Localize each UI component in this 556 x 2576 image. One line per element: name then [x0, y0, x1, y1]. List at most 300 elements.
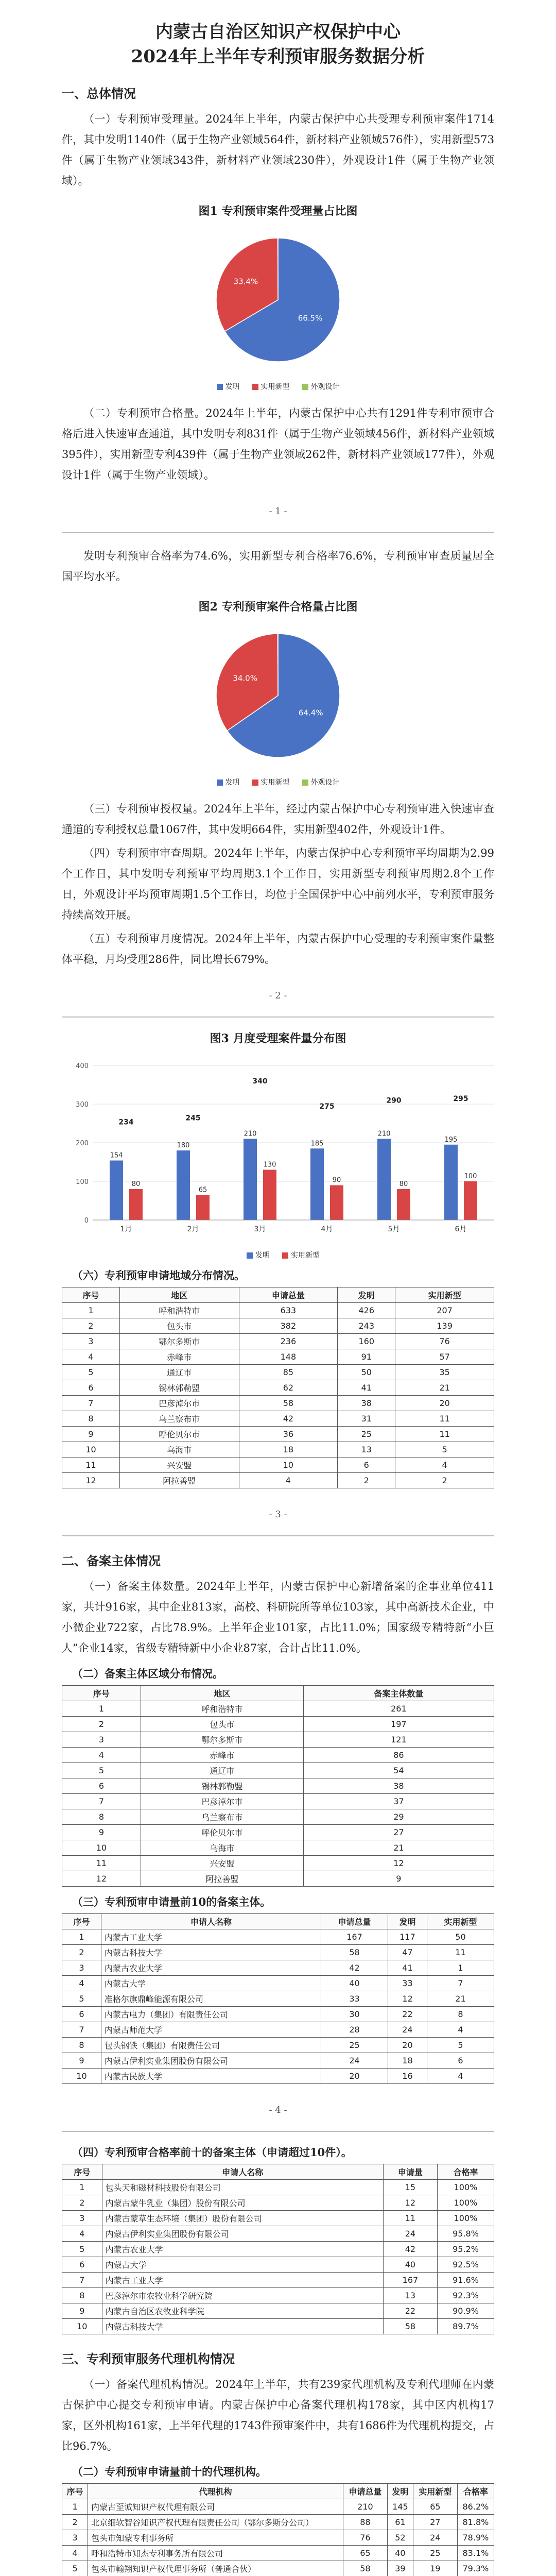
table-cell: 呼伦贝尔市	[120, 1427, 239, 1442]
table-cell: 4	[62, 2546, 88, 2561]
table-cell: 4	[62, 1976, 101, 1991]
bar-chart-svg	[62, 1050, 505, 1246]
bar-0-0	[110, 1161, 123, 1221]
pie2-slice-label-0: 64.4%	[298, 708, 323, 718]
table-cell: 5	[62, 1763, 141, 1778]
section1-p5: （四）专利预审审查周期。2024年上半年，内蒙古保护中心专利预审平均周期为2.99个工作日，其中发明专利预审平均周期3.1个工作日，实用新型专利预审周期2.8个工作日，外观设计平均预审周期1.5个工作日，均位于全国保护中心中前列水平，专利预审服务持续高效开展。	[62, 847, 494, 921]
table-cell: 5	[62, 2242, 102, 2257]
table-header-cell: 实用新型	[395, 1287, 494, 1303]
table-cell: 6	[62, 2007, 101, 2022]
pie2-legend-swatch-2	[302, 779, 308, 786]
table-cell: 27	[303, 1825, 494, 1840]
table-cell: 内蒙古工业大学	[102, 2273, 383, 2288]
page-divider	[62, 1535, 494, 1536]
page-number-4: - 4 -	[269, 2105, 287, 2115]
table-cell: 内蒙古科技大学	[102, 2319, 383, 2334]
table-cell: 6	[338, 1458, 395, 1473]
table-header-cell: 合格率	[457, 2484, 494, 2499]
bar-y-tick: 200	[76, 1140, 89, 1147]
table-cell: 40	[387, 2546, 413, 2561]
table-row	[62, 1809, 494, 1825]
table-cell: 内蒙古民族大学	[101, 2069, 321, 2084]
table-cell: 乌兰察布市	[141, 1809, 303, 1825]
table4-title: （四）专利预审合格率前十的备案主体（申请超过10件）。	[72, 2146, 352, 2159]
table-cell: 1	[62, 1303, 120, 1318]
table2-title: （二）备案主体区域分布情况。	[72, 1667, 223, 1680]
table-header-cell: 申请量	[383, 2164, 437, 2180]
table-cell: 8	[62, 1809, 141, 1825]
table-cell: 7	[62, 2273, 102, 2288]
table-cell: 鄂尔多斯市	[120, 1334, 239, 1349]
table-cell: 内蒙古农业大学	[102, 2242, 383, 2257]
table-cell: 33	[388, 1976, 427, 1991]
table-cell: 5	[427, 2038, 494, 2053]
bar-x-tick: 1月	[120, 1225, 132, 1233]
table-cell: 95.2%	[437, 2242, 494, 2257]
table-header-row	[62, 2164, 494, 2180]
bar-label-1-3: 90	[332, 1176, 341, 1184]
table-cell: 37	[303, 1794, 494, 1809]
table-cell: 13	[338, 1442, 395, 1458]
table-cell: 乌兰察布市	[120, 1411, 239, 1427]
table-cell: 9	[62, 1825, 141, 1840]
table-cell: 52	[387, 2530, 413, 2546]
bar-chart	[62, 1050, 505, 1260]
table-cell: 54	[303, 1763, 494, 1778]
pie-chart-1	[134, 223, 422, 392]
table-cell: 92.3%	[437, 2288, 494, 2303]
table-cell: 锡林郭勒盟	[120, 1380, 239, 1396]
table-header-cell: 发明	[338, 1287, 395, 1303]
table1-title: （六）专利预审申请地域分布情况。	[72, 1269, 245, 1282]
table-cell: 1	[62, 2499, 88, 2515]
table-cell: 39	[387, 2561, 413, 2576]
table-row	[62, 2561, 494, 2576]
table-row	[62, 2069, 494, 2084]
table-row	[62, 2273, 494, 2288]
pie-chart-1-svg	[134, 223, 422, 377]
table-cell: 81.8%	[457, 2515, 494, 2530]
table-cell: 24	[413, 2530, 458, 2546]
table-cell: 11	[395, 1411, 494, 1427]
section3-heading: 三、专利预审服务代理机构情况	[62, 2351, 235, 2366]
table-cell: 50	[427, 1929, 494, 1945]
table-cell: 内蒙古伊利实业集团股份有限公司	[102, 2226, 383, 2242]
table-cell: 11	[427, 1945, 494, 1960]
table-cell: 准格尔旗鼎峰能源有限公司	[101, 1991, 321, 2007]
table-cell: 包头市	[120, 1318, 239, 1334]
table-cell: 2	[62, 1717, 141, 1732]
table-cell: 包头天和磁材科技股份有限公司	[102, 2180, 383, 2195]
bar-x-tick: 4月	[321, 1225, 333, 1233]
bar-label-1-2: 130	[263, 1161, 276, 1169]
table-row	[62, 2288, 494, 2303]
table-cell: 58	[383, 2319, 437, 2334]
table-cell: 22	[388, 2007, 427, 2022]
table-cell: 2	[338, 1473, 395, 1488]
pie2-slice-2	[277, 634, 278, 696]
table-cell: 76	[395, 1334, 494, 1349]
table-cell: 11	[383, 2211, 437, 2226]
table-cell: 15	[383, 2180, 437, 2195]
bar-y-tick: 100	[76, 1178, 89, 1186]
table-cell: 25	[321, 2038, 388, 2053]
table-cell: 61	[387, 2515, 413, 2530]
table-cell: 12	[62, 1871, 141, 1887]
table-cell: 58	[239, 1396, 338, 1411]
table-cell: 21	[427, 1991, 494, 2007]
table-cell: 3	[62, 2530, 88, 2546]
table-cell: 内蒙古至诚知识产权代理有限公司	[88, 2499, 343, 2515]
table-cell: 139	[395, 1318, 494, 1334]
pie1-slice-label-1: 33.4%	[233, 277, 258, 286]
table-cell: 100%	[437, 2180, 494, 2195]
table-row	[62, 1349, 494, 1365]
bar-0-5	[444, 1145, 458, 1220]
table-cell: 24	[383, 2226, 437, 2242]
table-cell: 25	[338, 1427, 395, 1442]
table-cell: 42	[239, 1411, 338, 1427]
table-cell: 内蒙古科技大学	[101, 1945, 321, 1960]
table-row	[62, 1840, 494, 1856]
filing-entity-region-table	[62, 1685, 494, 1887]
table-row	[62, 1763, 494, 1778]
table-cell: 4	[427, 2069, 494, 2084]
table-cell: 呼和浩特市	[141, 1701, 303, 1717]
section1-p3: 发明专利预审合格率为74.6%，实用新型专利合格率76.6%，专利预审审查质量居全国平均水平。	[62, 550, 494, 583]
table-header-cell: 序号	[62, 1914, 101, 1929]
table-row	[62, 1365, 494, 1380]
table-row	[62, 1380, 494, 1396]
table-header-cell: 序号	[62, 1686, 141, 1701]
table-cell: 85	[239, 1365, 338, 1380]
table-cell: 633	[239, 1303, 338, 1318]
table-row	[62, 2546, 494, 2561]
table-header-row	[62, 1914, 494, 1929]
table-cell: 阿拉善盟	[141, 1871, 303, 1887]
table-row	[62, 1701, 494, 1717]
table-cell: 207	[395, 1303, 494, 1318]
table-cell: 赤峰市	[120, 1349, 239, 1365]
bar-total-1: 245	[185, 1114, 201, 1123]
table-row	[62, 1334, 494, 1349]
table-cell: 12	[388, 1991, 427, 2007]
table-cell: 91.6%	[437, 2273, 494, 2288]
table-row	[62, 1825, 494, 1840]
table-row	[62, 2319, 494, 2334]
table-cell: 121	[303, 1732, 494, 1748]
table-cell: 7	[62, 2022, 101, 2038]
table-cell: 内蒙古工业大学	[101, 1929, 321, 1945]
table-row	[62, 2257, 494, 2273]
table-cell: 28	[321, 2022, 388, 2038]
table-cell: 内蒙古自治区农牧业科学院	[102, 2303, 383, 2319]
table-row	[62, 1778, 494, 1794]
table-cell: 36	[239, 1427, 338, 1442]
bar-1-0	[129, 1189, 143, 1220]
page-divider	[62, 1016, 494, 1018]
table-row	[62, 2499, 494, 2515]
bar-y-tick: 300	[76, 1101, 89, 1109]
table-cell: 4	[62, 2226, 102, 2242]
pie2-legend-swatch-0	[217, 779, 223, 786]
table-row	[62, 1748, 494, 1763]
table-cell: 呼伦贝尔市	[141, 1825, 303, 1840]
table-row	[62, 1991, 494, 2007]
table-cell: 1	[62, 1929, 101, 1945]
table-cell: 62	[239, 1380, 338, 1396]
table-header-cell: 备案主体数量	[303, 1686, 494, 1701]
table-cell: 20	[388, 2038, 427, 2053]
bar-total-3: 275	[319, 1102, 335, 1111]
table-cell: 2	[62, 1318, 120, 1334]
table-cell: 86.2%	[457, 2499, 494, 2515]
table-cell: 236	[239, 1334, 338, 1349]
bar-legend-item-0: 发明	[247, 1250, 270, 1260]
table-cell: 乌海市	[120, 1442, 239, 1458]
table-cell: 巴彦淖尔市	[141, 1794, 303, 1809]
table-cell: 22	[383, 2303, 437, 2319]
table-header-row	[62, 1287, 494, 1303]
table-cell: 兴安盟	[141, 1856, 303, 1871]
table-cell: 5	[62, 2561, 88, 2576]
table-cell: 90.9%	[437, 2303, 494, 2319]
table-cell: 100%	[437, 2195, 494, 2211]
table-cell: 10	[62, 1840, 141, 1856]
title-line-2: 2024年上半年专利预审服务数据分析	[131, 46, 425, 67]
table-cell: 9	[62, 2303, 102, 2319]
table-cell: 通辽市	[141, 1763, 303, 1778]
table-cell: 13	[383, 2288, 437, 2303]
document-sheet	[21, 20, 535, 2576]
table-cell: 382	[239, 1318, 338, 1334]
table-cell: 阿拉善盟	[120, 1473, 239, 1488]
table-cell: 包头市翰翔知识产权代理事务所（普通合伙）	[88, 2561, 343, 2576]
table-cell: 9	[62, 1427, 120, 1442]
table-cell: 1	[62, 1701, 141, 1717]
bar-0-1	[177, 1150, 190, 1220]
table-cell: 通辽市	[120, 1365, 239, 1380]
table-cell: 9	[303, 1871, 494, 1887]
table-cell: 31	[338, 1411, 395, 1427]
table-header-cell: 实用新型	[413, 2484, 458, 2499]
table-cell: 5	[62, 1365, 120, 1380]
table-cell: 2	[62, 1945, 101, 1960]
table-cell: 20	[395, 1396, 494, 1411]
table-cell: 426	[338, 1303, 395, 1318]
table-header-cell: 代理机构	[88, 2484, 343, 2499]
table-cell: 4	[239, 1473, 338, 1488]
table-cell: 29	[303, 1809, 494, 1825]
top-applicants-table	[62, 1913, 494, 2084]
table-row	[62, 2242, 494, 2257]
table-header-cell: 申请总量	[321, 1914, 388, 1929]
table-cell: 57	[395, 1349, 494, 1365]
bar-x-tick: 3月	[254, 1225, 266, 1233]
bar-0-3	[310, 1148, 324, 1220]
table-header-cell: 序号	[62, 2484, 88, 2499]
table-cell: 7	[62, 1396, 120, 1411]
bar-total-4: 290	[386, 1096, 402, 1105]
table-row	[62, 1411, 494, 1427]
table-row	[62, 2226, 494, 2242]
table-row	[62, 1473, 494, 1488]
pie-chart-2-svg	[134, 618, 422, 773]
table-cell: 40	[321, 1976, 388, 1991]
table-row	[62, 1856, 494, 1871]
table-cell: 2	[395, 1473, 494, 1488]
table-header-cell: 申请总量	[343, 2484, 388, 2499]
bar-x-tick: 2月	[187, 1225, 199, 1233]
table-header-cell: 申请总量	[239, 1287, 338, 1303]
table-cell: 20	[321, 2069, 388, 2084]
table-cell: 12	[62, 1473, 120, 1488]
document-title	[62, 20, 494, 69]
pie1-slice-label-0: 66.5%	[298, 313, 323, 323]
table-row	[62, 1442, 494, 1458]
table-header-cell: 申请人名称	[101, 1914, 321, 1929]
table-cell: 30	[321, 2007, 388, 2022]
table-cell: 91	[338, 1349, 395, 1365]
pie-chart-2-legend	[134, 777, 422, 787]
table-cell: 21	[395, 1380, 494, 1396]
table-cell: 100%	[437, 2211, 494, 2226]
table-row	[62, 2303, 494, 2319]
bar-total-0: 234	[118, 1118, 134, 1127]
table-cell: 10	[62, 1442, 120, 1458]
table-row	[62, 1976, 494, 1991]
table-row	[62, 2022, 494, 2038]
pie2-legend-item-1: 实用新型	[252, 777, 290, 787]
table-row	[62, 2053, 494, 2069]
table-cell: 65	[343, 2546, 388, 2561]
table-cell: 内蒙古大学	[102, 2257, 383, 2273]
table-cell: 76	[343, 2530, 388, 2546]
table-header-cell: 实用新型	[427, 1914, 494, 1929]
table-cell: 内蒙古蒙牛乳业（集团）股份有限公司	[102, 2195, 383, 2211]
table-cell: 16	[388, 2069, 427, 2084]
table-cell: 18	[388, 2053, 427, 2069]
table-cell: 呼和浩特市	[120, 1303, 239, 1318]
table-cell: 210	[343, 2499, 388, 2515]
table-cell: 3	[62, 1732, 141, 1748]
table-row	[62, 1717, 494, 1732]
figure3-title: 图3 月度受理案件量分布图	[210, 1032, 346, 1045]
bar-x-tick: 6月	[455, 1225, 467, 1233]
bar-legend-swatch-0	[247, 1252, 253, 1259]
table-cell: 58	[321, 1945, 388, 1960]
table-header-cell: 发明	[388, 1914, 427, 1929]
table-row	[62, 2007, 494, 2022]
bar-legend-item-1: 实用新型	[282, 1250, 320, 1260]
table-cell: 6	[62, 1380, 120, 1396]
table-cell: 8	[427, 2007, 494, 2022]
table-cell: 12	[303, 1856, 494, 1871]
table-cell: 4	[427, 2022, 494, 2038]
table-cell: 巴彦淖尔市农牧业科学研究院	[102, 2288, 383, 2303]
section2-p1: （一）备案主体数量。2024年上半年，内蒙古保护中心新增备案的企事业单位411家，共计916家，其中企业813家，高校、科研院所等单位103家，其中高新技术企业，中小微企业722家，占比78.9%。上半年企业101家，占比11.0%；国家级专精特新“小巨人”企业14家，省级专精特新中小企业87家，合计占比11.0%。	[62, 1580, 494, 1654]
bar-label-0-3: 185	[310, 1140, 324, 1148]
table-cell: 巴彦淖尔市	[120, 1396, 239, 1411]
table-cell: 79.3%	[457, 2561, 494, 2576]
table-row	[62, 1960, 494, 1976]
table-row	[62, 1396, 494, 1411]
table-cell: 35	[395, 1365, 494, 1380]
table-header-cell: 合格率	[437, 2164, 494, 2180]
table-row	[62, 2195, 494, 2211]
table-header-cell: 发明	[387, 2484, 413, 2499]
table-cell: 47	[388, 1945, 427, 1960]
table-cell: 内蒙古电力（集团）有限责任公司	[101, 2007, 321, 2022]
table-cell: 内蒙古大学	[101, 1976, 321, 1991]
table-cell: 27	[413, 2515, 458, 2530]
table-row	[62, 1945, 494, 1960]
pie2-legend-item-0: 发明	[217, 777, 240, 787]
figure2-title: 图2 专利预审案件合格量占比图	[198, 600, 358, 614]
bar-label-1-1: 65	[198, 1186, 207, 1194]
table-cell: 261	[303, 1701, 494, 1717]
bar-x-tick: 5月	[388, 1225, 400, 1233]
table-cell: 内蒙古伊利实业集团股份有限公司	[101, 2053, 321, 2069]
table-cell: 95.8%	[437, 2226, 494, 2242]
bar-legend-swatch-1	[282, 1252, 288, 1259]
table-cell: 4	[62, 1748, 141, 1763]
pie1-legend-item-1: 实用新型	[252, 381, 290, 392]
table-cell: 167	[321, 1929, 388, 1945]
section1-p4: （三）专利预审授权量。2024年上半年，经过内蒙古保护中心专利预审进入快速审查通道的专利授权总量1067件，其中发明664件，实用新型402件，外观设计1件。	[62, 803, 494, 836]
pie-chart-1-legend	[134, 381, 422, 392]
table-cell: 160	[338, 1334, 395, 1349]
title-line-1: 内蒙古自治区知识产权保护中心	[155, 22, 401, 42]
page-number-2: - 2 -	[269, 990, 287, 1001]
section1-p1: （一）专利预审受理量。2024年上半年，内蒙古保护中心共受理专利预审案件1714件，其中发明1140件（属于生物产业领域564件，新材料产业领域576件），实用新型573件（属于生物产业领域343件，新材料产业领域230件），外观设计1件（属于生物产业领域）。	[62, 113, 494, 187]
table-cell: 锡林郭勒盟	[141, 1778, 303, 1794]
table-row	[62, 1871, 494, 1887]
table-cell: 9	[62, 2053, 101, 2069]
table-cell: 内蒙古蒙草生态环境（集团）股份有限公司	[102, 2211, 383, 2226]
table3-title: （三）专利预审申请量前10的备案主体。	[72, 1895, 271, 1908]
table-row	[62, 1794, 494, 1809]
table-cell: 197	[303, 1717, 494, 1732]
table-row	[62, 1929, 494, 1945]
table-cell: 呼和浩特市知杰专利事务所有限公司	[88, 2546, 343, 2561]
table-cell: 1	[62, 2180, 102, 2195]
table-row	[62, 2038, 494, 2053]
section2-heading: 二、备案主体情况	[62, 1553, 161, 1568]
table-cell: 24	[388, 2022, 427, 2038]
table-cell: 包头市	[141, 1717, 303, 1732]
table-cell: 北京细软智谷知识产权代理有限责任公司（鄂尔多斯分公司）	[88, 2515, 343, 2530]
region-application-table	[62, 1287, 494, 1488]
table-cell: 41	[388, 1960, 427, 1976]
table-row	[62, 1318, 494, 1334]
table-header-cell: 申请人名称	[102, 2164, 383, 2180]
table5-title: （二）专利预审申请量前十的代理机构。	[72, 2465, 267, 2478]
bar-label-0-4: 210	[377, 1130, 391, 1138]
table-cell: 65	[413, 2499, 458, 2515]
table-cell: 3	[62, 1960, 101, 1976]
bar-label-0-1: 180	[177, 1142, 190, 1149]
bar-0-4	[377, 1139, 391, 1221]
table-cell: 2	[62, 2515, 88, 2530]
table-cell: 38	[338, 1396, 395, 1411]
table-cell: 243	[338, 1318, 395, 1334]
table-cell: 11	[62, 1458, 120, 1473]
table-row	[62, 2180, 494, 2195]
table-row	[62, 2515, 494, 2530]
bar-chart-legend	[62, 1250, 505, 1260]
pie2-slice-label-1: 34.0%	[233, 673, 257, 683]
